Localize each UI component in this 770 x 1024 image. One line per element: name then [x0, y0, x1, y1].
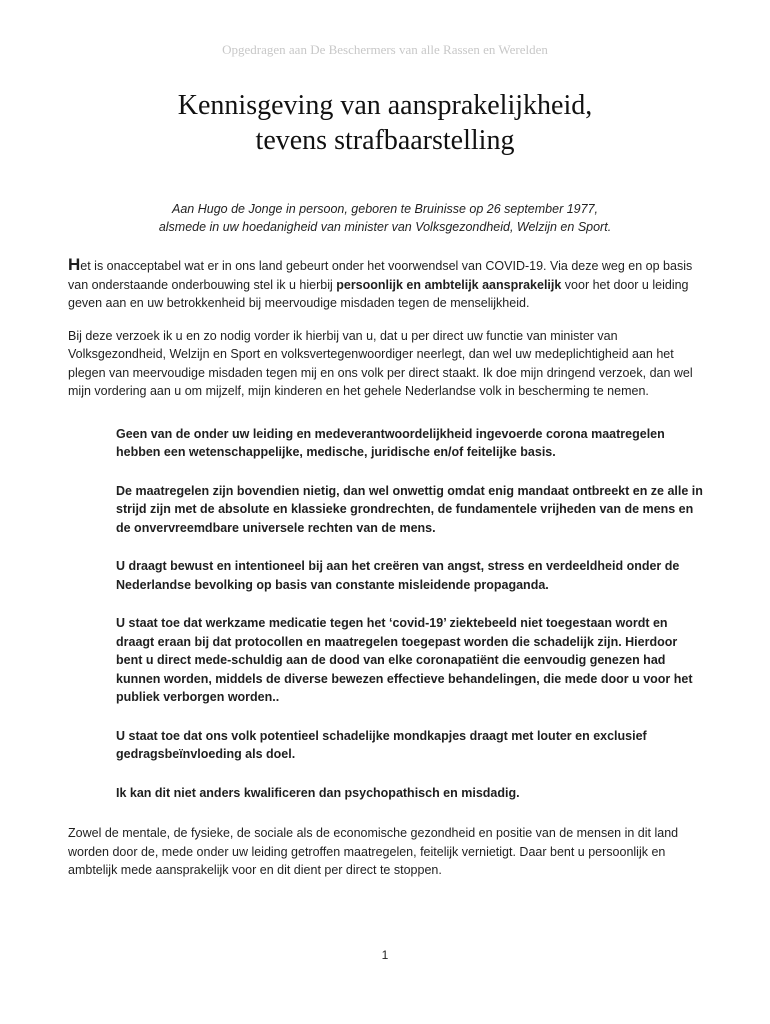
closing-paragraph: Zowel de mentale, de fysieke, de sociale als de economische gezondheid en positie van de mensen in dit land worden door de, mede onder uw leiding getroffen maatregelen, feitelijk vernietigt. Daar bent u persoonlijk en ambtelijk mede aansprakelijk voor en dit dient per direct te stoppen. [68, 826, 679, 877]
point-6: Ik kan dit niet anders kwalificeren dan psychopathisch en misdadig. [116, 785, 520, 800]
addressee-line-1: Aan Hugo de Jonge in persoon, geboren te Bruinisse op 26 september 1977, [172, 202, 598, 216]
document-title [0, 88, 770, 158]
point-2: De maatregelen zijn bovendien nietig, dan wel onwettig omdat enig mandaat ontbreekt en ze alle in strijd zijn met de absolute en klassieke grondrechten, de fundamentele vrijheden van de mens en de onvervreemdbare universele rechten van de mens. [116, 483, 703, 535]
intro-bold-text: persoonlijk en ambtelijk aansprakelijk [336, 277, 562, 292]
point-1: Geen van de onder uw leiding en medeverantwoordelijkheid ingevoerde corona maatregelen hebben een wetenschappelijke, medische, juridische en/of feitelijke basis. [116, 426, 665, 459]
point-3: U draagt bewust en intentioneel bij aan het creëren van angst, stress en verdeeldheid onder de Nederlandse bevolking op basis van constante misleidende propaganda. [116, 559, 680, 592]
intro-paragraph [68, 256, 704, 313]
page-header: Opgedragen aan De Beschermers van alle Rassen en Werelden [222, 42, 548, 57]
drop-cap: H [68, 255, 81, 274]
document-body [68, 256, 704, 880]
intro-text-after: voor het door u leiding geven aan en uw betrokkenheid bij meervoudige misdaden tegen de menselijkheid. [68, 277, 689, 310]
title-line-2: tevens strafbaarstelling [255, 125, 515, 156]
point-4: U staat toe dat werkzame medicatie tegen het ‘covid-19’ ziektebeeld niet toegestaan wordt en draagt eraan bij dat protocollen en maatregelen toegepast worden die schadelijk zijn. Hierdoor bent u direct mede-schuldig aan de dood van elke coronapatiënt die eenvoudig genezen had kunnen worden, middels de diverse bewezen effectieve behandelingen, die mede door u voor het publiek verborgen worden.. [116, 616, 693, 704]
addressee-line-2: alsmede in uw hoedanigheid van minister van Volksgezondheid, Welzijn en Sport. [158, 220, 612, 234]
point-5: U staat toe dat ons volk potentieel schadelijke mondkapjes draagt met louter en exclusief gedragsbeïnvloeding als doel. [116, 728, 647, 761]
intro-text-before: et is onacceptabel wat er in ons land gebeurt onder het voorwendsel van COVID-19. Via deze weg en op basis van onderstaande onderbouwing stel ik u hierbij [68, 259, 693, 292]
addressee-block [0, 200, 770, 236]
page-number: 1 [381, 948, 389, 962]
request-paragraph: Bij deze verzoek ik u en zo nodig vorder ik hierbij van u, dat u per direct uw functie van minister van Volksgezondheid, Welzijn en Sport en volksvertegenwoordiger neerlegt, dan wel uw medeplichtigheid aan het plegen van meervoudige misdaden tegen mij en ons volk per direct staakt. Ik doe mijn dringend verzoek, dan wel mijn vordering aan u om mijzelf, mijn kinderen en het gehele Nederlandse volk in bescherming te nemen. [68, 328, 693, 398]
title-line-1: Kennisgeving van aansprakelijkheid, [177, 90, 593, 121]
